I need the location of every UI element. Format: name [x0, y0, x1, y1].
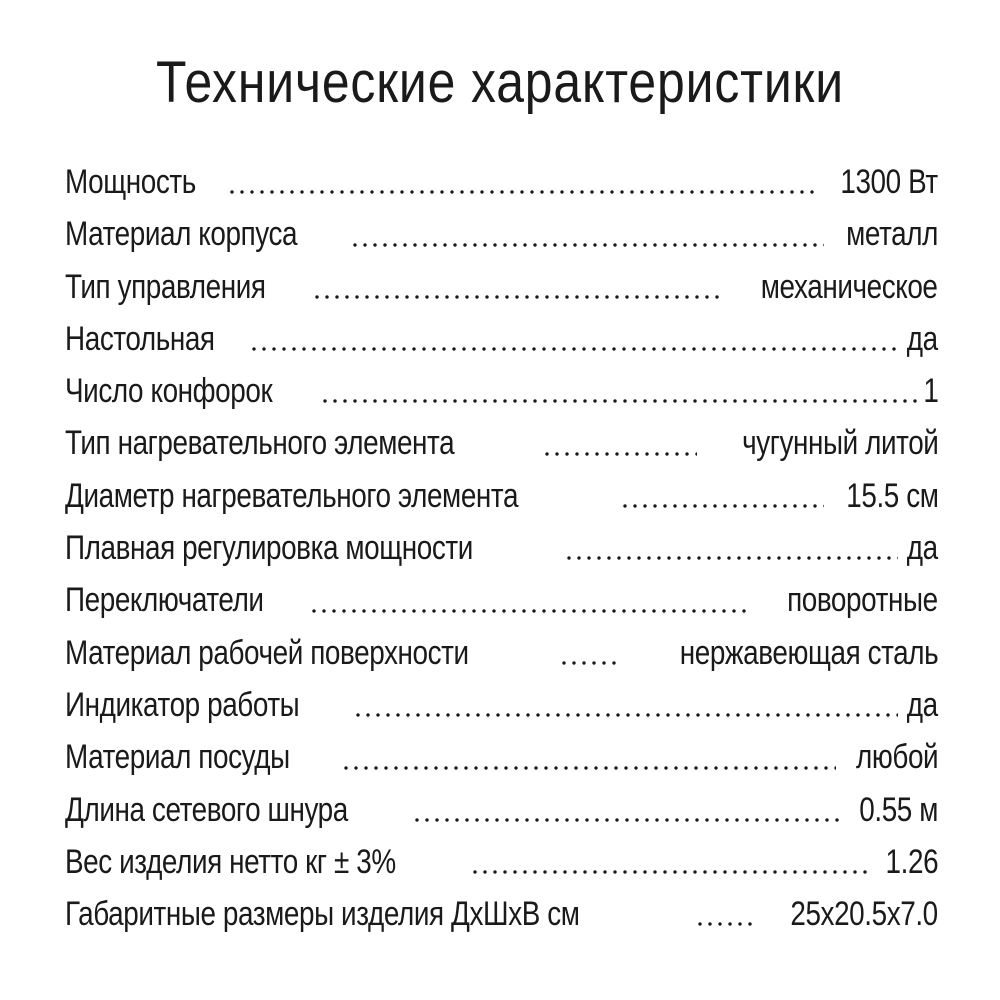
spec-value: да [907, 529, 938, 568]
spec-row-dimensions [65, 888, 938, 940]
spec-value: 0.55 м [859, 790, 938, 829]
dot-leader [312, 295, 721, 299]
spec-value: чугунный литой [741, 424, 938, 463]
spec-label: Габаритные размеры изделия ДхШхВ см [65, 895, 580, 934]
spec-value: 15.5 см [845, 476, 938, 515]
dot-leader [227, 190, 818, 194]
spec-value: механическое [761, 267, 938, 306]
spec-value: нержавеющая сталь [679, 633, 938, 672]
dot-leader [350, 243, 824, 247]
dot-leader [341, 766, 836, 770]
spec-label: Тип нагревательного элемента [65, 424, 455, 463]
spec-value: да [907, 685, 938, 724]
spec-label: Тип управления [65, 267, 266, 306]
spec-label: Вес изделия нетто кг ± 3% [65, 842, 396, 881]
spec-value: 25x20.5x7.0 [790, 895, 938, 934]
spec-row-switches [65, 574, 938, 626]
spec-value: 1 [922, 372, 938, 411]
spec-value: 1.26 [885, 842, 938, 881]
spec-label: Материал посуды [65, 738, 290, 777]
spec-value: да [907, 319, 938, 358]
spec-label: Материал рабочей поверхности [65, 633, 469, 672]
spec-label: Переключатели [65, 581, 264, 620]
spec-row-tabletop [65, 313, 938, 365]
spec-label: Диаметр нагревательного элемента [65, 476, 519, 515]
spec-label: Длина сетевого шнура [65, 790, 348, 829]
dot-leader [309, 609, 752, 613]
spec-row-net-weight [65, 836, 938, 888]
dot-leader [542, 452, 697, 456]
spec-row-cookware-material [65, 731, 938, 783]
spec-value: поворотные [787, 581, 938, 620]
spec-label: Мощность [65, 163, 196, 201]
spec-row-heating-element-diameter [65, 470, 938, 522]
dot-leader [353, 713, 899, 717]
dot-leader [320, 399, 918, 403]
dot-leader [470, 870, 871, 874]
dot-leader [412, 818, 840, 822]
page-title: Технические характеристики [156, 50, 844, 115]
spec-list [65, 156, 938, 940]
spec-value: 1300 Вт [840, 163, 938, 201]
spec-label: Число конфорок [65, 372, 273, 411]
spec-row-surface-material [65, 627, 938, 679]
spec-value: металл [846, 215, 938, 254]
dot-leader [695, 922, 757, 926]
spec-row-operation-indicator [65, 679, 938, 731]
spec-row-body-material [65, 208, 938, 260]
spec-row-control-type [65, 261, 938, 313]
spec-value: любой [855, 738, 938, 777]
spec-label: Материал корпуса [65, 215, 298, 254]
dot-leader [620, 504, 824, 508]
spec-row-smooth-power-adjustment [65, 522, 938, 574]
spec-label: Настольная [65, 319, 215, 358]
spec-row-burner-count [65, 365, 938, 417]
spec-row-heating-element-type [65, 417, 938, 469]
dot-leader [564, 556, 898, 560]
dot-leader [249, 347, 898, 351]
spec-row-cord-length [65, 784, 938, 836]
spec-label: Плавная регулировка мощности [65, 529, 473, 568]
spec-label: Индикатор работы [65, 685, 300, 724]
spec-row-power [65, 156, 938, 208]
dot-leader [559, 661, 621, 665]
